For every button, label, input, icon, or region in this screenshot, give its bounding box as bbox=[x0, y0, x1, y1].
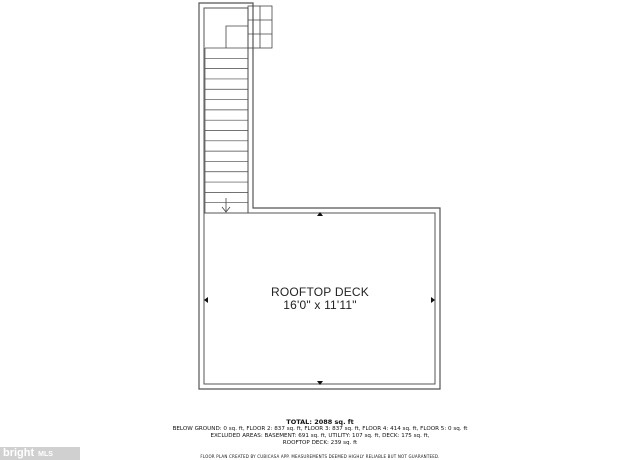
bright-mls-logo bbox=[0, 447, 80, 460]
total-area: TOTAL: 2088 sq. ft bbox=[286, 418, 354, 426]
room-name: ROOFTOP DECK bbox=[271, 285, 369, 299]
inner-wall bbox=[204, 8, 435, 384]
stair-landing bbox=[226, 6, 272, 48]
floor-areas: BELOW GROUND: 0 sq. ft, FLOOR 2: 837 sq. ft, FLOOR 3: 837 sq. ft, FLOOR 4: 414 sq. ft, FLOOR 5: 0 sq. ft bbox=[172, 426, 468, 432]
outer-wall bbox=[199, 3, 440, 389]
logo-brand: bright bbox=[3, 447, 35, 459]
staircase bbox=[205, 48, 248, 213]
stair-arrow-icon bbox=[222, 198, 230, 212]
excluded-areas: EXCLUDED AREAS: BASEMENT: 691 sq. ft, UTILITY: 107 sq. ft, DECK: 175 sq. ft, bbox=[210, 433, 430, 439]
disclaimer: FLOOR PLAN CREATED BY CUBICASA APP. MEASUREMENTS DEEMED HIGHLY RELIABLE BUT NOT GUARANTEED. bbox=[200, 454, 440, 459]
room-dimensions: 16'0" x 11'11" bbox=[283, 298, 357, 312]
logo-suffix: MLS bbox=[38, 451, 53, 458]
rooftop-area: ROOFTOP DECK: 239 sq. ft bbox=[282, 440, 358, 446]
